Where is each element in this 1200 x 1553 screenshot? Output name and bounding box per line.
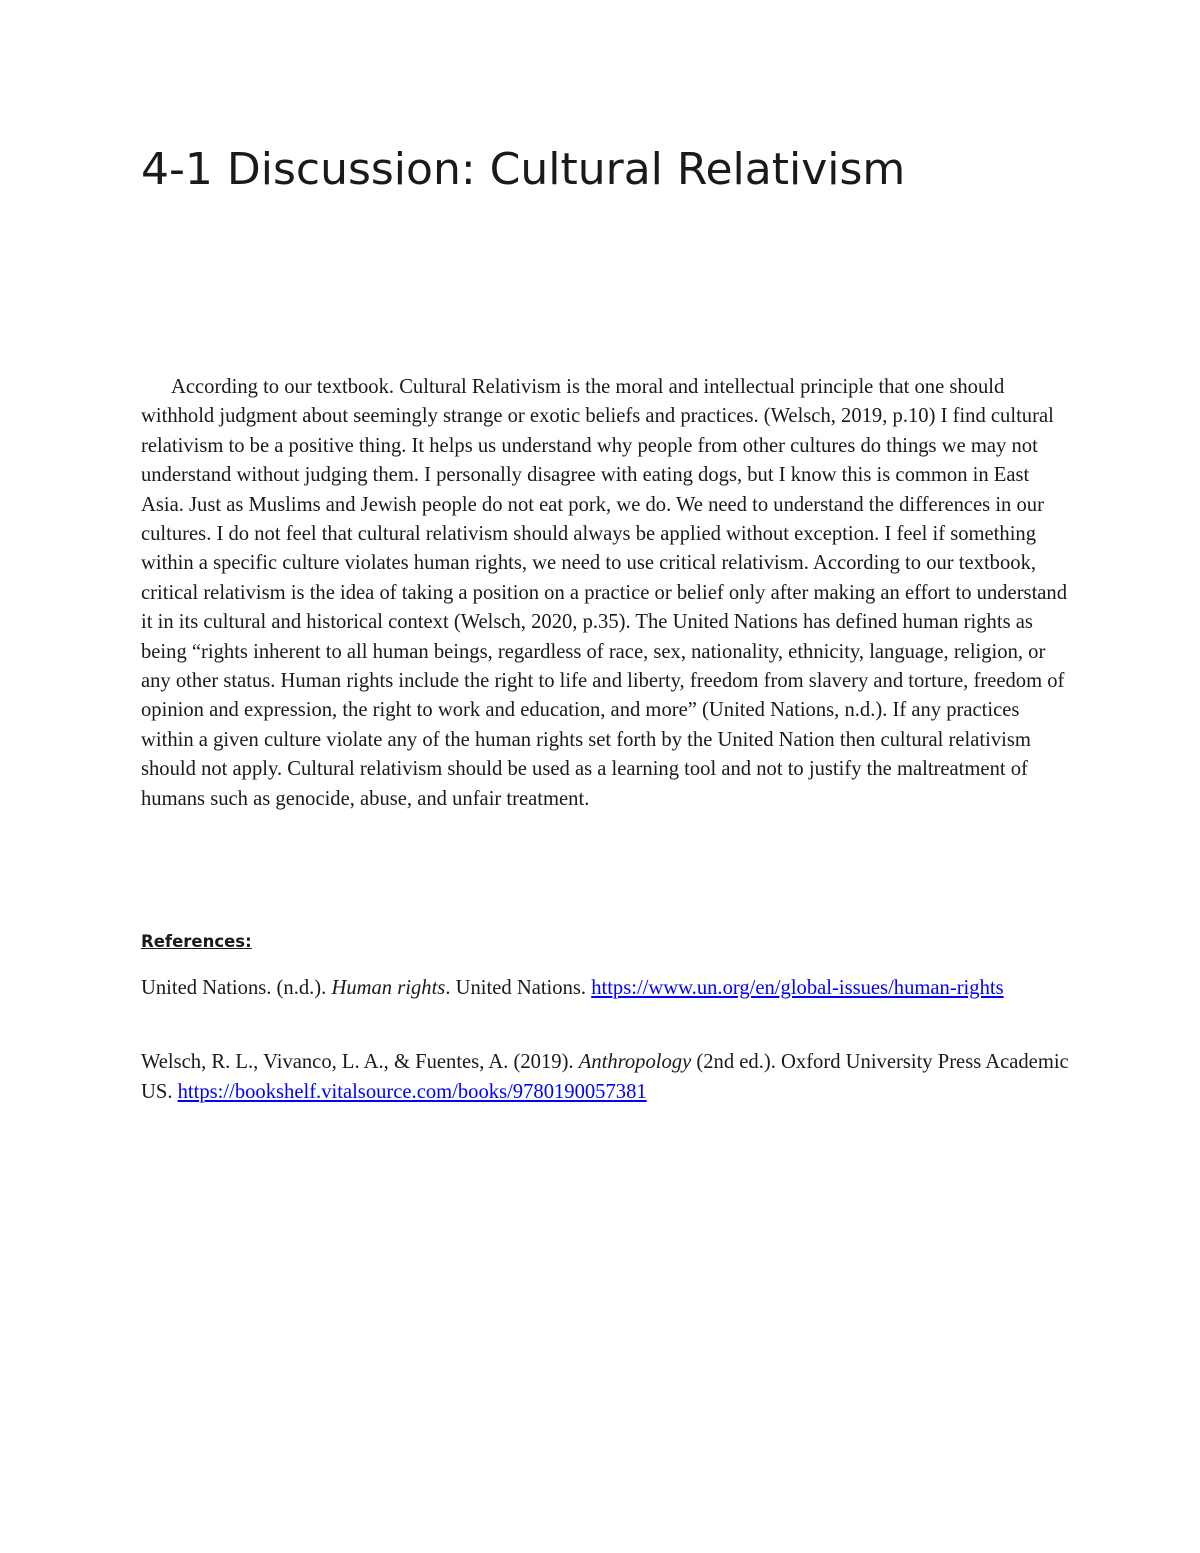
- reference-link[interactable]: https://bookshelf.vitalsource.com/books/9780190057381: [177, 1081, 647, 1103]
- reference-item: [141, 1047, 1071, 1107]
- page-title: 4-1 Discussion: Cultural Relativism: [141, 144, 906, 195]
- reference-link[interactable]: https://www.un.org/en/global-issues/human-rights: [591, 977, 1004, 999]
- reference-author-date: United Nations. (n.d.).: [141, 977, 332, 999]
- reference-title: Anthropology: [578, 1051, 692, 1073]
- reference-title: Human rights: [331, 977, 446, 999]
- references-heading: References:: [141, 932, 252, 951]
- reference-author-date: Welsch, R. L., Vivanco, L. A., & Fuentes, A. (2019).: [141, 1051, 579, 1073]
- reference-publisher: (2nd ed.). Oxford University Press Academic US.: [141, 1051, 1069, 1103]
- discussion-paragraph: According to our textbook. Cultural Relativism is the moral and intellectual principle that one should withhold judgment about seemingly strange or exotic beliefs and practices. (Welsch, 2019, p.10) I find cultural relativism to be a positive thing. It helps us understand why people from other cultures do things we may not understand without judging them. I personally disagree with eating dogs, but I know this is common in East Asia. Just as Muslims and Jewish people do not eat pork, we do. We need to understand the differences in our cultures. I do not feel that cultural relativism should always be applied without exception. I feel if something within a specific culture violates human rights, we need to use critical relativism. According to our textbook, critical relativism is the idea of taking a position on a practice or belief only after making an effort to understand it in its cultural and historical context (Welsch, 2020, p.35). The United Nations has defined human rights as being “rights inherent to all human beings, regardless of race, sex, nationality, ethnicity, language, religion, or any other status. Human rights include the right to life and liberty, freedom from slavery and torture, freedom of opinion and expression, the right to work and education, and more” (United Nations, n.d.). If any practices within a given culture violate any of the human rights set forth by the United Nation then cultural relativism should not apply. Cultural relativism should be used as a learning tool and not to justify the maltreatment of humans such as genocide, abuse, and unfair treatment.: [141, 376, 1068, 810]
- reference-item: [141, 973, 1071, 1003]
- reference-publisher: . United Nations.: [445, 977, 592, 999]
